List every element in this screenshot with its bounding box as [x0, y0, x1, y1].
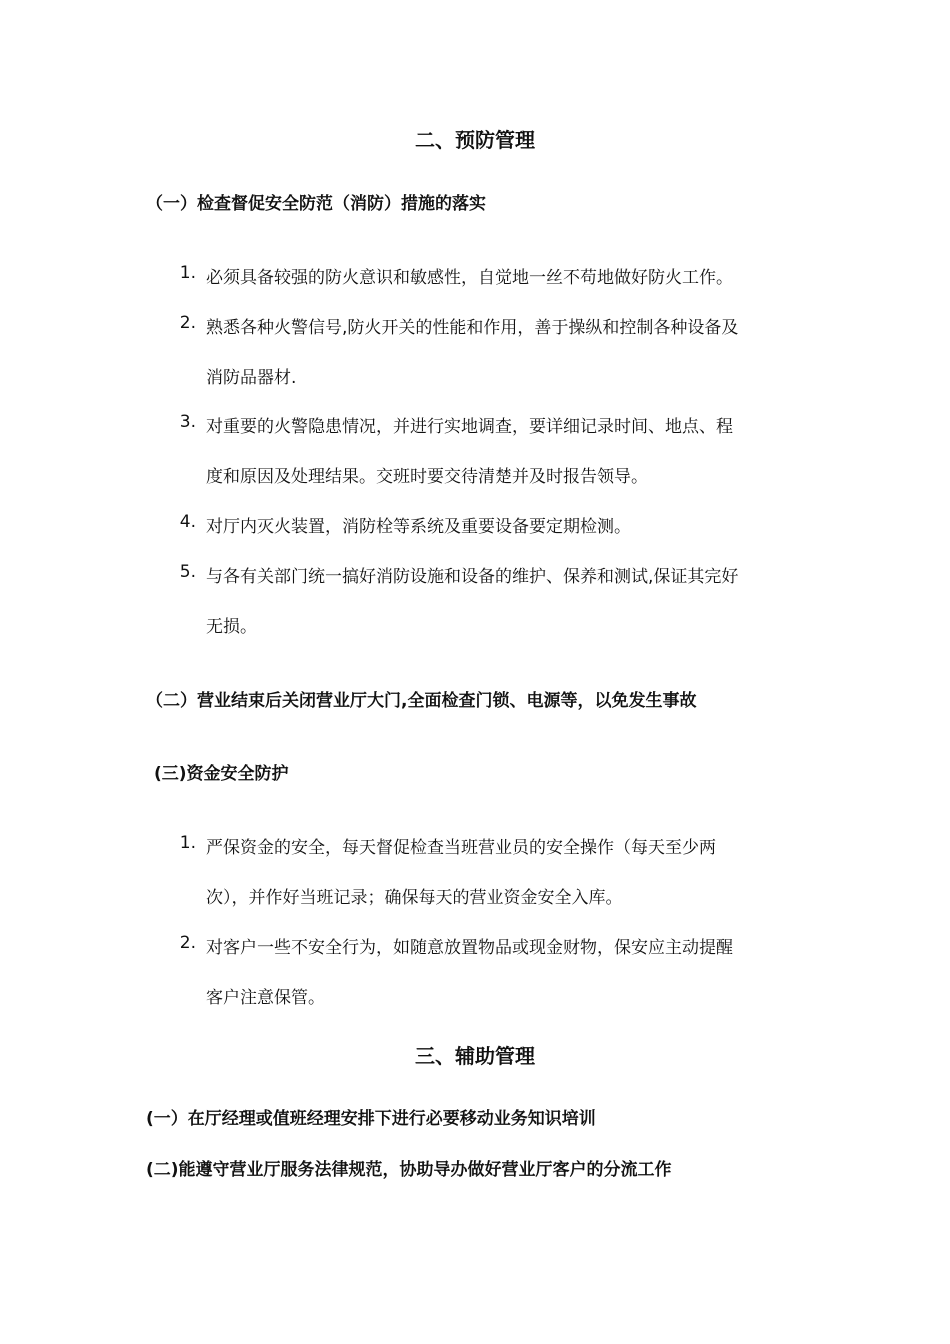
- list-item-text: 对客户一些不安全行为，如随意放置物品或现金财物，保安应主动提醒: [206, 938, 733, 958]
- list-item-number: 5.: [179, 562, 196, 582]
- list-item-text-continued: 度和原因及处理结果。交班时要交待清楚并及时报告领导。: [206, 467, 648, 487]
- list-item-number: 1.: [179, 833, 196, 853]
- list-item-number: 3.: [179, 412, 196, 432]
- subsection-heading-safety-measures: （一）检查督促安全防范（消防）措施的落实: [146, 194, 486, 214]
- list-item-text: 严保资金的安全，每天督促检查当班营业员的安全操作（每天至少两: [206, 838, 716, 858]
- list-item-number: 2.: [179, 933, 196, 953]
- list-item-number: 1.: [179, 263, 196, 283]
- list-item-text: 必须具备较强的防火意识和敏感性，自觉地一丝不苟地做好防火工作。: [206, 268, 733, 288]
- subsection-heading-service-norms: (二)能遵守营业厅服务法律规范，协助导办做好营业厅客户的分流工作: [146, 1160, 672, 1180]
- list-item-text: 熟悉各种火警信号,防火开关的性能和作用，善于操纵和控制各种设备及: [206, 318, 739, 338]
- list-item-text: 对重要的火警隐患情况，并进行实地调查，要详细记录时间、地点、程: [206, 417, 733, 437]
- list-item-number: 2.: [179, 313, 196, 333]
- subsection-heading-closing-check: （二）营业结束后关闭营业厅大门,全面检查门锁、电源等，以免发生事故: [146, 691, 697, 711]
- list-item-text-continued: 客户注意保管。: [206, 988, 325, 1008]
- subsection-heading-fund-security: (三)资金安全防护: [154, 764, 289, 784]
- list-item-number: 4.: [179, 512, 196, 532]
- list-item-text-continued: 无损。: [206, 617, 257, 637]
- list-item-text-continued: 消防品器材.: [206, 368, 297, 388]
- section-heading-auxiliary: 三、辅助管理: [415, 1044, 535, 1068]
- list-item-text-continued: 次），并作好当班记录；确保每天的营业资金安全入库。: [206, 888, 623, 908]
- subsection-heading-training: (一）在厅经理或值班经理安排下进行必要移动业务知识培训: [146, 1109, 596, 1129]
- list-item-text: 与各有关部门统一搞好消防设施和设备的维护、保养和测试,保证其完好: [206, 567, 739, 587]
- section-heading-prevention: 二、预防管理: [415, 128, 535, 152]
- list-item-text: 对厅内灭火装置，消防栓等系统及重要设备要定期检测。: [206, 517, 631, 537]
